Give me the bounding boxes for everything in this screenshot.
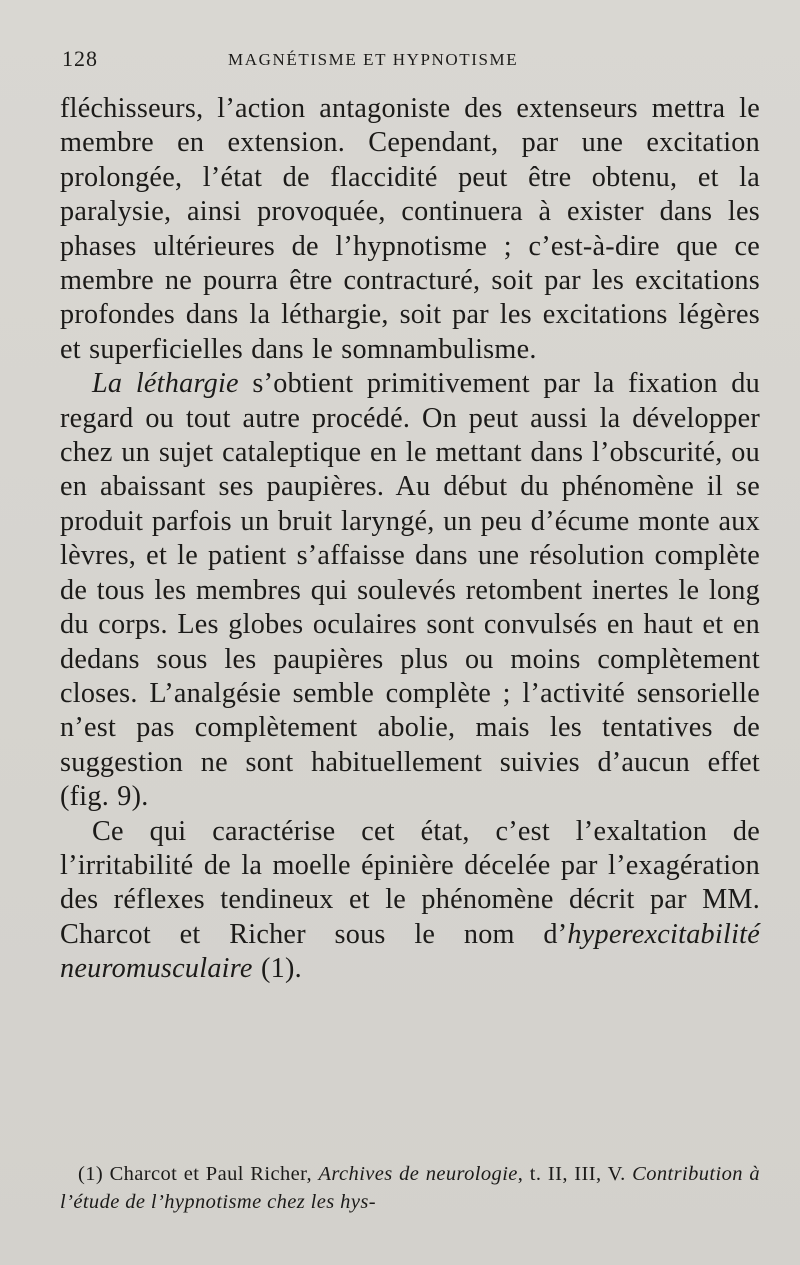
paragraph-1-text: fléchisseurs, l’action antagoniste des extenseurs mettra le membre en extension. Cependant, par une excitation prolongée, l’état de flaccidité peut être obtenu, et la paralysie, ainsi provoquée, continuera à exister dans les phases ultérieures de l’hypnotisme ; c’est-à-dire que ce membre ne pourra être contracturé, soit par les excitations profondes dans la léthargie, soit par les excitations légères et superficielles dans le somnambulisme. bbox=[60, 93, 760, 365]
paragraph-3-text: Ce qui caractérise cet état, c’est l’exaltation de l’irritabilité de la moelle épinière décelée par l’exagération des réflexes tendineux et le phénomène décrit par MM. Charcot et Richer sous le nom d’ bbox=[60, 815, 760, 950]
footnote-1 bbox=[60, 1160, 760, 1216]
footnotes bbox=[60, 1160, 760, 1216]
paragraph-2-lead-italic: La léthargie bbox=[92, 368, 239, 400]
running-title: MAGNÉTISME ET HYPNOTISME bbox=[228, 50, 519, 69]
footnote-marker: (1) bbox=[78, 1163, 104, 1185]
footnote-volumes: , t. II, III, V. bbox=[517, 1163, 633, 1185]
paragraph-2 bbox=[60, 367, 760, 814]
footnote-journal: Archives de neurologie bbox=[318, 1163, 518, 1185]
body-text bbox=[60, 92, 760, 987]
paragraph-2-text: s’obtient primitivement par la fixation du regard ou tout autre procédé. On peut aussi la développer chez un sujet cataleptique en le mettant dans l’obscurité, ou en abaissant ses paupières. Au début du phénomène il se produit parfois un bruit laryngé, un peu d’écume monte aux lèvres, et le patient s’affaisse dans une résolution complète de tous les membres qui soulevés retombent inertes le long du corps. Les globes oculaires sont convulsés en haut et en dedans sous les paupières plus ou moins complètement closes. L’analgésie semble complète ; l’activité sensorielle n’est pas complètement abolie, mais les tentatives de suggestion ne sont habituellement suivies d’aucun effet (fig. 9). bbox=[60, 368, 760, 813]
footnote-title: Contribution à l’étude de l’hypnotisme chez les hys- bbox=[60, 1163, 760, 1213]
paragraph-3 bbox=[60, 815, 760, 987]
paragraph-1 bbox=[60, 92, 760, 367]
page-header bbox=[62, 46, 762, 76]
paragraph-3-tail: (1). bbox=[252, 953, 302, 985]
footnote-authors: Charcot et Paul Richer, bbox=[103, 1163, 319, 1185]
paragraph-3-italic-term: hyperexcitabilité neuromusculaire bbox=[60, 918, 760, 985]
page-number: 128 bbox=[62, 46, 98, 71]
